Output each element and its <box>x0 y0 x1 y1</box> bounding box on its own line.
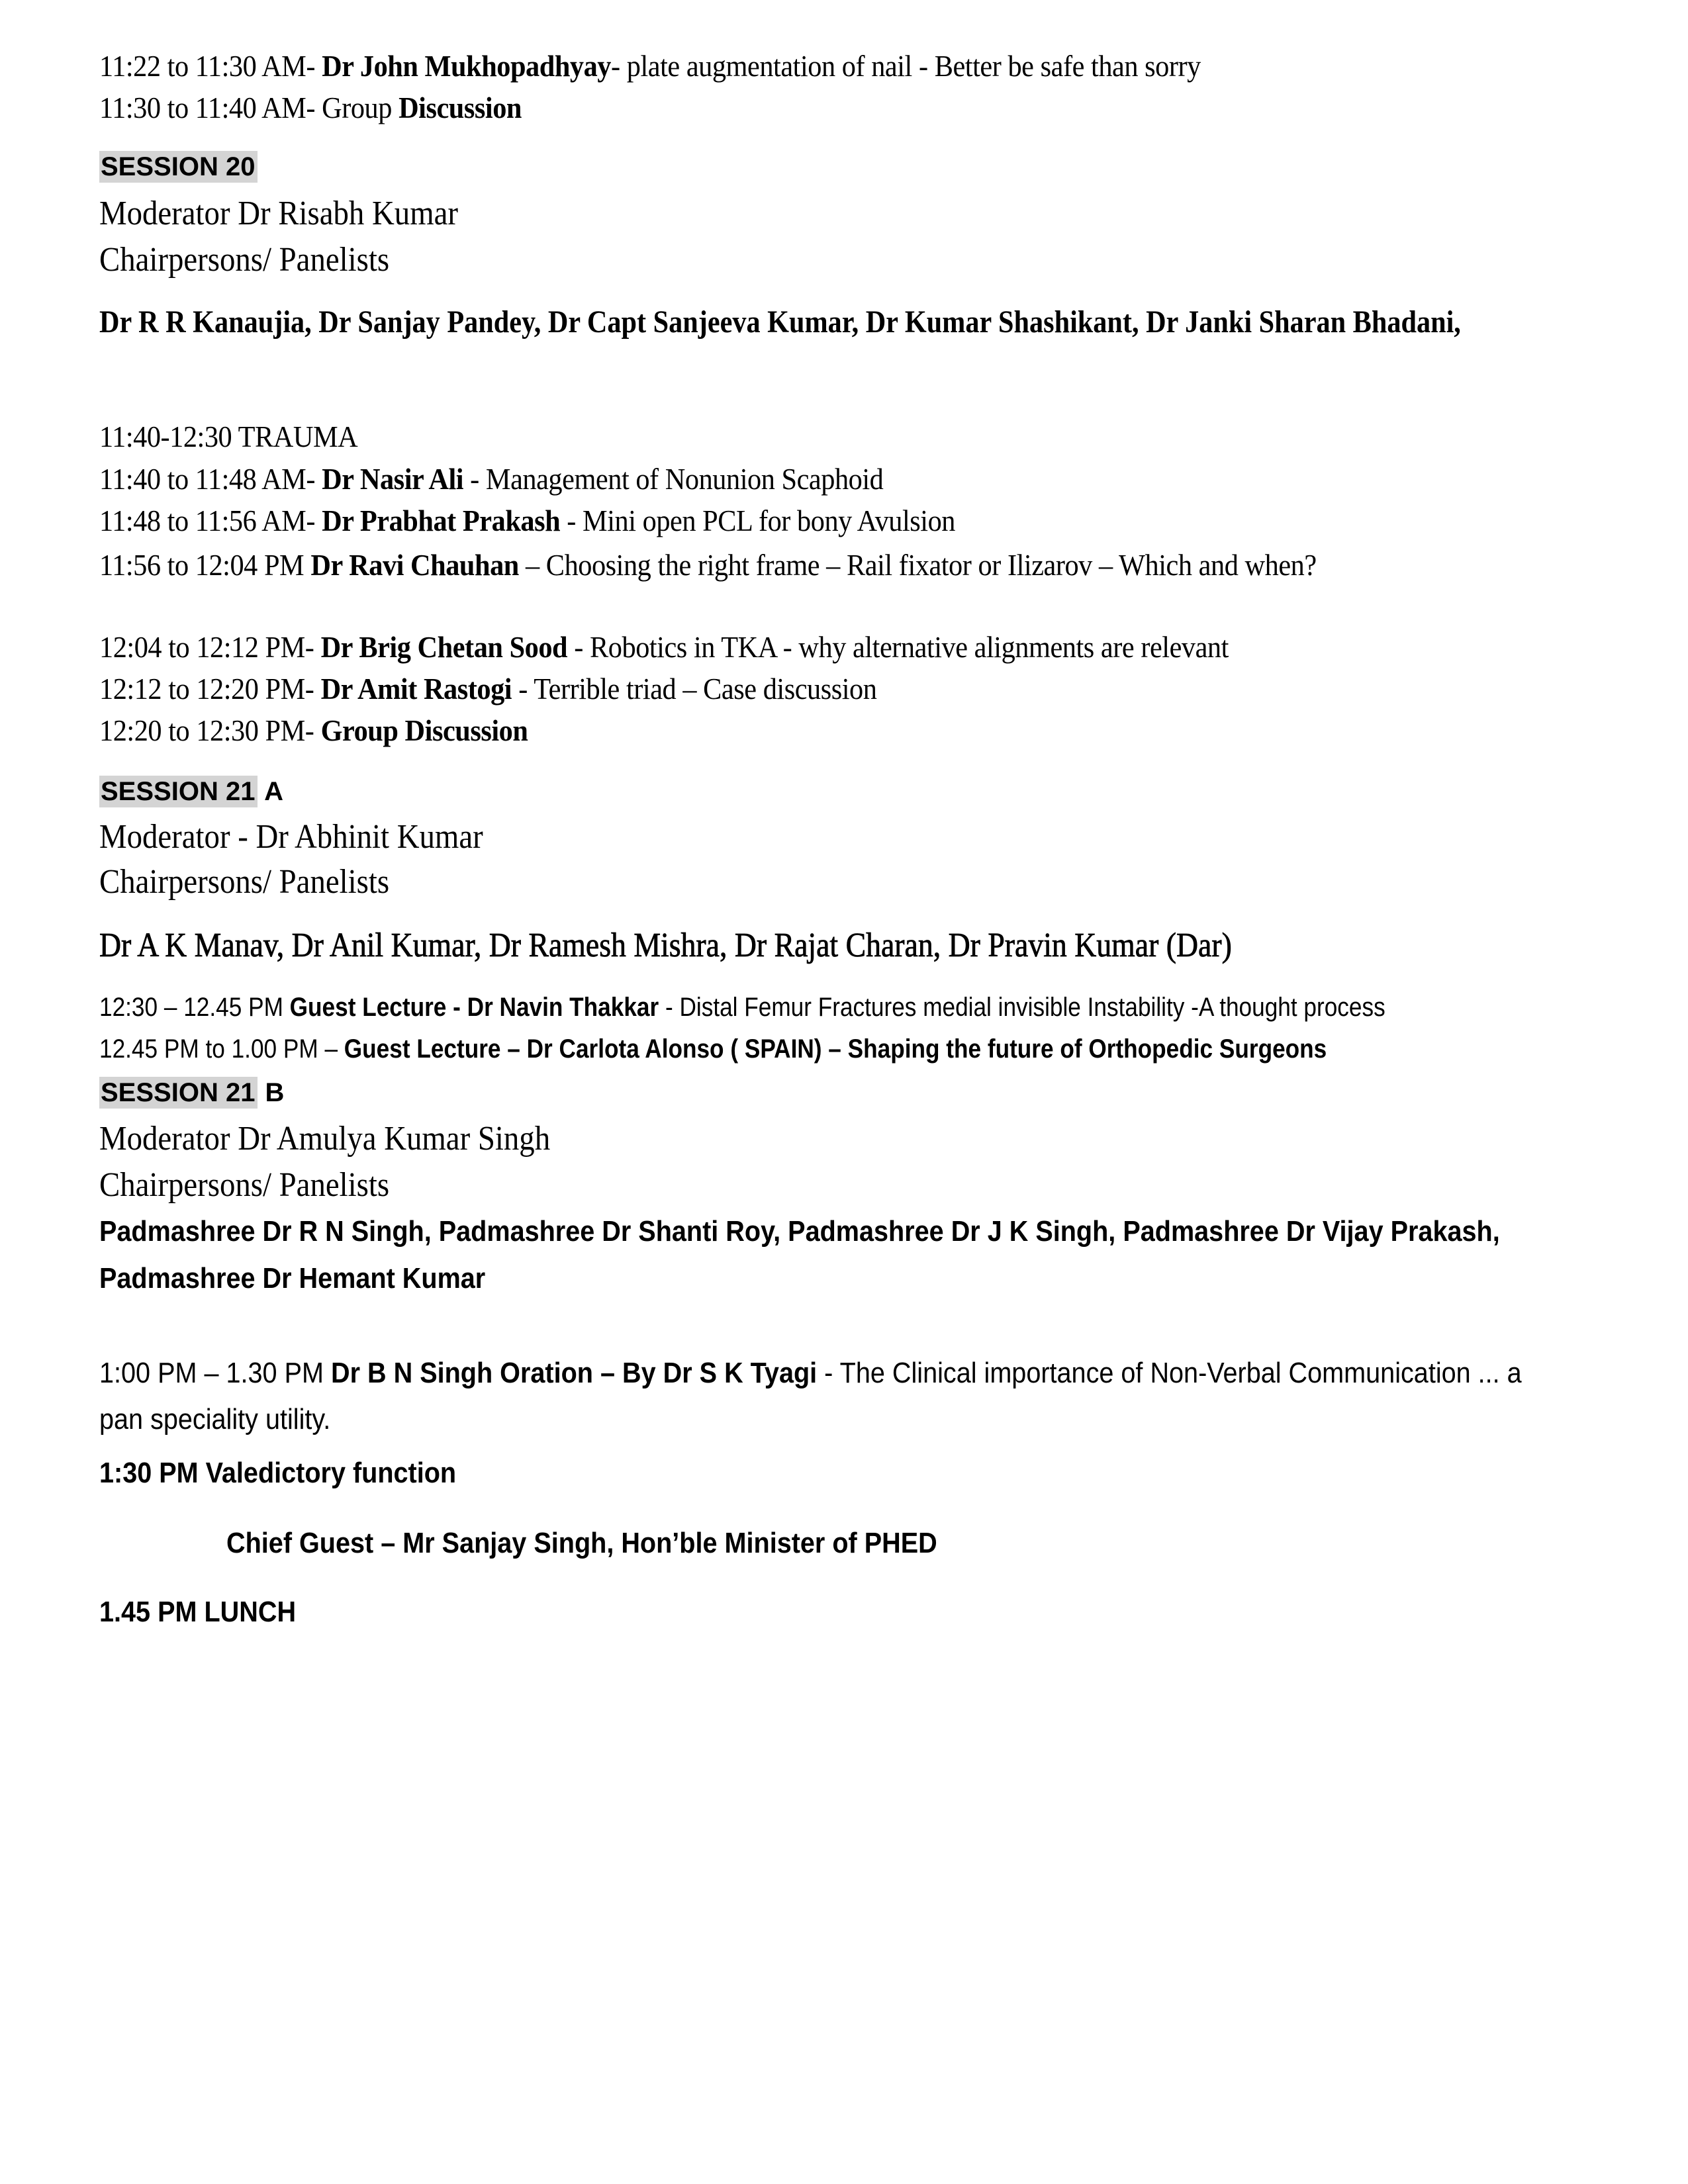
panelists-list: Padmashree Dr R N Singh, Padmashree Dr Shanti Roy, Padmashree Dr J K Singh, Padmashree Dr Vijay Prakash, <box>99 1215 1500 1248</box>
valedictory: 1:30 PM Valedictory function <box>99 1457 457 1489</box>
panelists-list: Dr A K Manav, Dr Anil Kumar, Dr Ramesh Mishra, Dr Rajat Charan, Dr Pravin Kumar (Dar) <box>99 927 1232 964</box>
chairpersons-heading: Chairpersons/ Panelists <box>99 1166 390 1204</box>
panelists-list: Dr R R Kanaujia, Dr Sanjay Pandey, Dr Capt Sanjeeva Kumar, Dr Kumar Shashikant, Dr Janki Sharan Bhadani, <box>99 304 1461 340</box>
panelists-list: Padmashree Dr Hemant Kumar <box>99 1262 486 1295</box>
speaker-name: Dr John Mukhopadhyay <box>322 49 612 83</box>
schedule-item: 11:56 to 12:04 PM Dr Ravi Chauhan – Choosing the right frame – Rail fixator or Ilizarov – Which and when? <box>99 548 1317 582</box>
chief-guest: Chief Guest – Mr Sanjay Singh, Hon’ble Minister of PHED <box>226 1527 937 1559</box>
moderator: Moderator Dr Risabh Kumar <box>99 195 458 232</box>
moderator: Moderator Dr Amulya Kumar Singh <box>99 1120 551 1158</box>
session-heading: SESSION 21 B <box>101 1078 285 1107</box>
schedule-item: 12:30 – 12.45 PM Guest Lecture - Dr Navin Thakkar - Distal Femur Fractures medial invisible Instability -A thought process <box>99 993 1385 1022</box>
schedule-item: 12.45 PM to 1.00 PM – Guest Lecture – Dr Carlota Alonso ( SPAIN) – Shaping the future of Orthopedic Surgeons <box>99 1034 1327 1064</box>
schedule-item: 12:20 to 12:30 PM- Group Discussion <box>99 713 528 747</box>
chairpersons-heading: Chairpersons/ Panelists <box>99 241 390 279</box>
schedule-item: 11:40 to 11:48 AM- Dr Nasir Ali - Management of Nonunion Scaphoid <box>99 462 884 496</box>
chairpersons-heading: Chairpersons/ Panelists <box>99 863 390 901</box>
moderator: Moderator - Dr Abhinit Kumar <box>99 818 483 856</box>
schedule-item: 11:30 to 11:40 AM- Group Discussion <box>99 91 522 124</box>
block-title: 11:40-12:30 TRAUMA <box>99 420 358 453</box>
lunch: 1.45 PM LUNCH <box>99 1596 297 1628</box>
oration-item: 1:00 PM – 1.30 PM Dr B N Singh Oration – By Dr S K Tyagi - The Clinical importance of Non-Verbal Communication ... a pan speciality utility. <box>99 1357 1522 1435</box>
session-heading: SESSION 20 <box>99 151 258 183</box>
schedule-item: 11:48 to 11:56 AM- Dr Prabhat Prakash - Mini open PCL for bony Avulsion <box>99 504 956 537</box>
schedule-item: 12:12 to 12:20 PM- Dr Amit Rastogi - Terrible triad – Case discussion <box>99 672 877 705</box>
schedule-item: 11:22 to 11:30 AM- Dr John Mukhopadhyay- plate augmentation of nail - Better be safe than sorry <box>99 49 1201 83</box>
schedule-item: 12:04 to 12:12 PM- Dr Brig Chetan Sood - Robotics in TKA - why alternative alignments are relevant <box>99 630 1229 664</box>
session-heading: SESSION 21 A <box>101 777 283 806</box>
